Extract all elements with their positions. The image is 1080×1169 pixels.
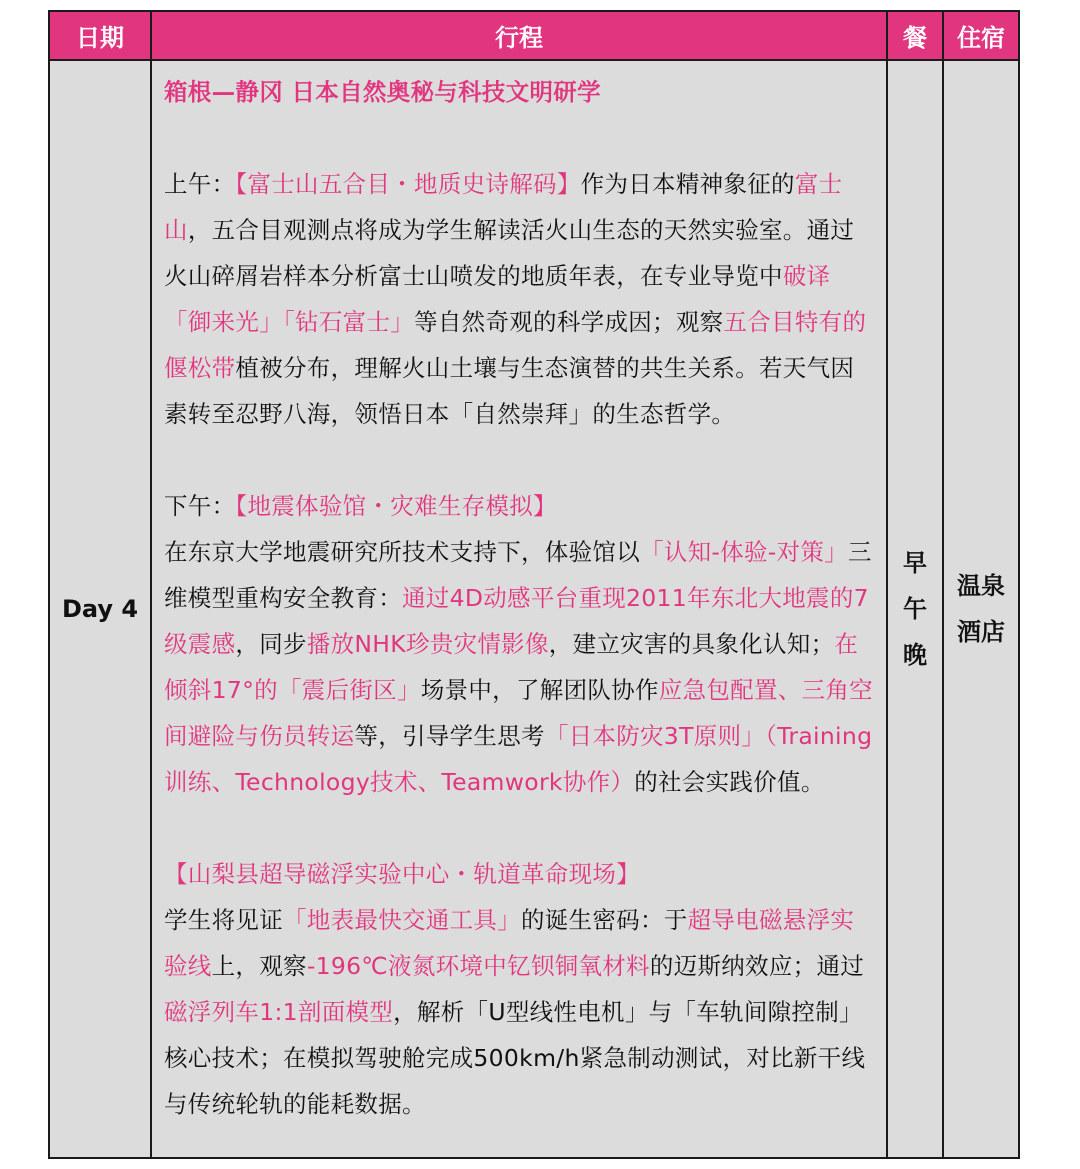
morning-heading: 【富士山五合目・地质史诗解码】 <box>235 170 581 198</box>
itinerary-table <box>48 10 1020 1159</box>
afternoon-label-line <box>164 483 876 529</box>
spacer <box>164 805 876 851</box>
afternoon-text-5: 场景中，了解团队协作 <box>420 676 659 704</box>
spacer <box>164 115 876 161</box>
afternoon-label: 下午： <box>164 492 236 520</box>
meal-dinner: 晚 <box>903 641 927 669</box>
header-stay: 住宿 <box>943 11 1019 60</box>
afternoon-text-2: 三维模型重构安全教育： <box>164 538 872 612</box>
meals-cell <box>887 60 943 1158</box>
meal-breakfast: 早 <box>903 549 927 577</box>
stay-cell <box>943 60 1019 1158</box>
maglev-highlight-1: 「地表最快交通工具」 <box>283 906 521 934</box>
maglev-text-1: 学生将见证 <box>164 906 283 934</box>
afternoon-paragraph <box>164 529 876 805</box>
morning-highlight-1: 富士山 <box>164 170 843 244</box>
afternoon-highlight-4: 在倾斜17°的「震后街区」 <box>164 630 859 704</box>
morning-text-1: 作为日本精神象征的 <box>580 170 795 198</box>
table-header <box>49 11 1019 60</box>
maglev-text-4: 的迈斯纳效应；通过 <box>649 952 865 980</box>
table-row <box>49 60 1019 1158</box>
meal-lunch: 午 <box>903 595 927 623</box>
afternoon-text-1: 在东京大学地震研究所技术支持下，体验馆以 <box>164 538 640 566</box>
afternoon-highlight-2: 通过4D动感平台重现2011年东北大地震的7级震感 <box>164 584 869 658</box>
maglev-highlight-4: 磁浮列车1:1剖面模型 <box>164 998 394 1026</box>
maglev-text-3: 上，观察 <box>211 952 307 980</box>
stay-line-2: 酒店 <box>957 618 1005 646</box>
afternoon-highlight-6: 「日本防灾3T原则」（Training训练、Technology技术、Teamwork协作） <box>164 722 873 796</box>
afternoon-text-6: 等，引导学生思考 <box>354 722 545 750</box>
maglev-text-2: 的诞生密码：于 <box>521 906 688 934</box>
maglev-paragraph <box>164 897 876 1127</box>
morning-highlight-2: 破译「御来光」「钻石富士」 <box>164 262 831 336</box>
afternoon-text-7: 的社会实践价值。 <box>634 768 825 796</box>
morning-highlight-3: 五合目特有的偃松带 <box>164 308 867 382</box>
stay-line-1: 温泉 <box>957 572 1005 600</box>
afternoon-highlight-3: 播放NHK珍贵灾情影像 <box>306 630 549 658</box>
itinerary-cell <box>151 60 887 1158</box>
day-title: 箱根—静冈 日本自然奥秘与科技文明研学 <box>164 78 601 106</box>
afternoon-text-3: ，同步 <box>235 630 307 658</box>
afternoon-highlight-5: 应急包配置、三角空间避险与伤员转运 <box>164 676 873 750</box>
header-meals: 餐 <box>887 11 943 60</box>
afternoon-text-4: ，建立灾害的具象化认知； <box>548 630 835 658</box>
morning-text-2: ，五合目观测点将成为学生解读活火山生态的天然实验室。通过火山碎屑岩样本分析富士山喷发的地质年表，在专业导览中 <box>164 216 855 290</box>
header-date: 日期 <box>49 11 151 60</box>
morning-text-3: 等自然奇观的科学成因；观察 <box>414 308 724 336</box>
morning-label: 上午： <box>164 170 236 198</box>
morning-text-4: 植被分布，理解火山土壤与生态演替的共生关系。若天气因素转至忍野八海，领悟日本「自然崇拜」的生态哲学。 <box>164 354 855 428</box>
maglev-highlight-2: 超导电磁悬浮实验线 <box>164 906 855 980</box>
morning-paragraph <box>164 161 876 437</box>
maglev-heading: 【山梨县超导磁浮实验中心・轨道革命现场】 <box>164 860 640 888</box>
day-cell: Day 4 <box>49 60 151 1158</box>
maglev-text-5: ，解析「U型线性电机」与「车轨间隙控制」核心技术；在模拟驾驶舱完成500km/h紧急制动测试，对比新干线与传统轮轨的能耗数据。 <box>164 998 866 1118</box>
header-row <box>49 11 1019 60</box>
afternoon-heading: 【地震体验馆・灾难生存模拟】 <box>235 492 557 520</box>
header-itinerary: 行程 <box>151 11 887 60</box>
afternoon-highlight-1: 「认知-体验-对策」 <box>640 538 848 566</box>
spacer <box>164 437 876 483</box>
maglev-highlight-3: -196℃液氮环境中钇钡铜氧材料 <box>306 952 650 980</box>
